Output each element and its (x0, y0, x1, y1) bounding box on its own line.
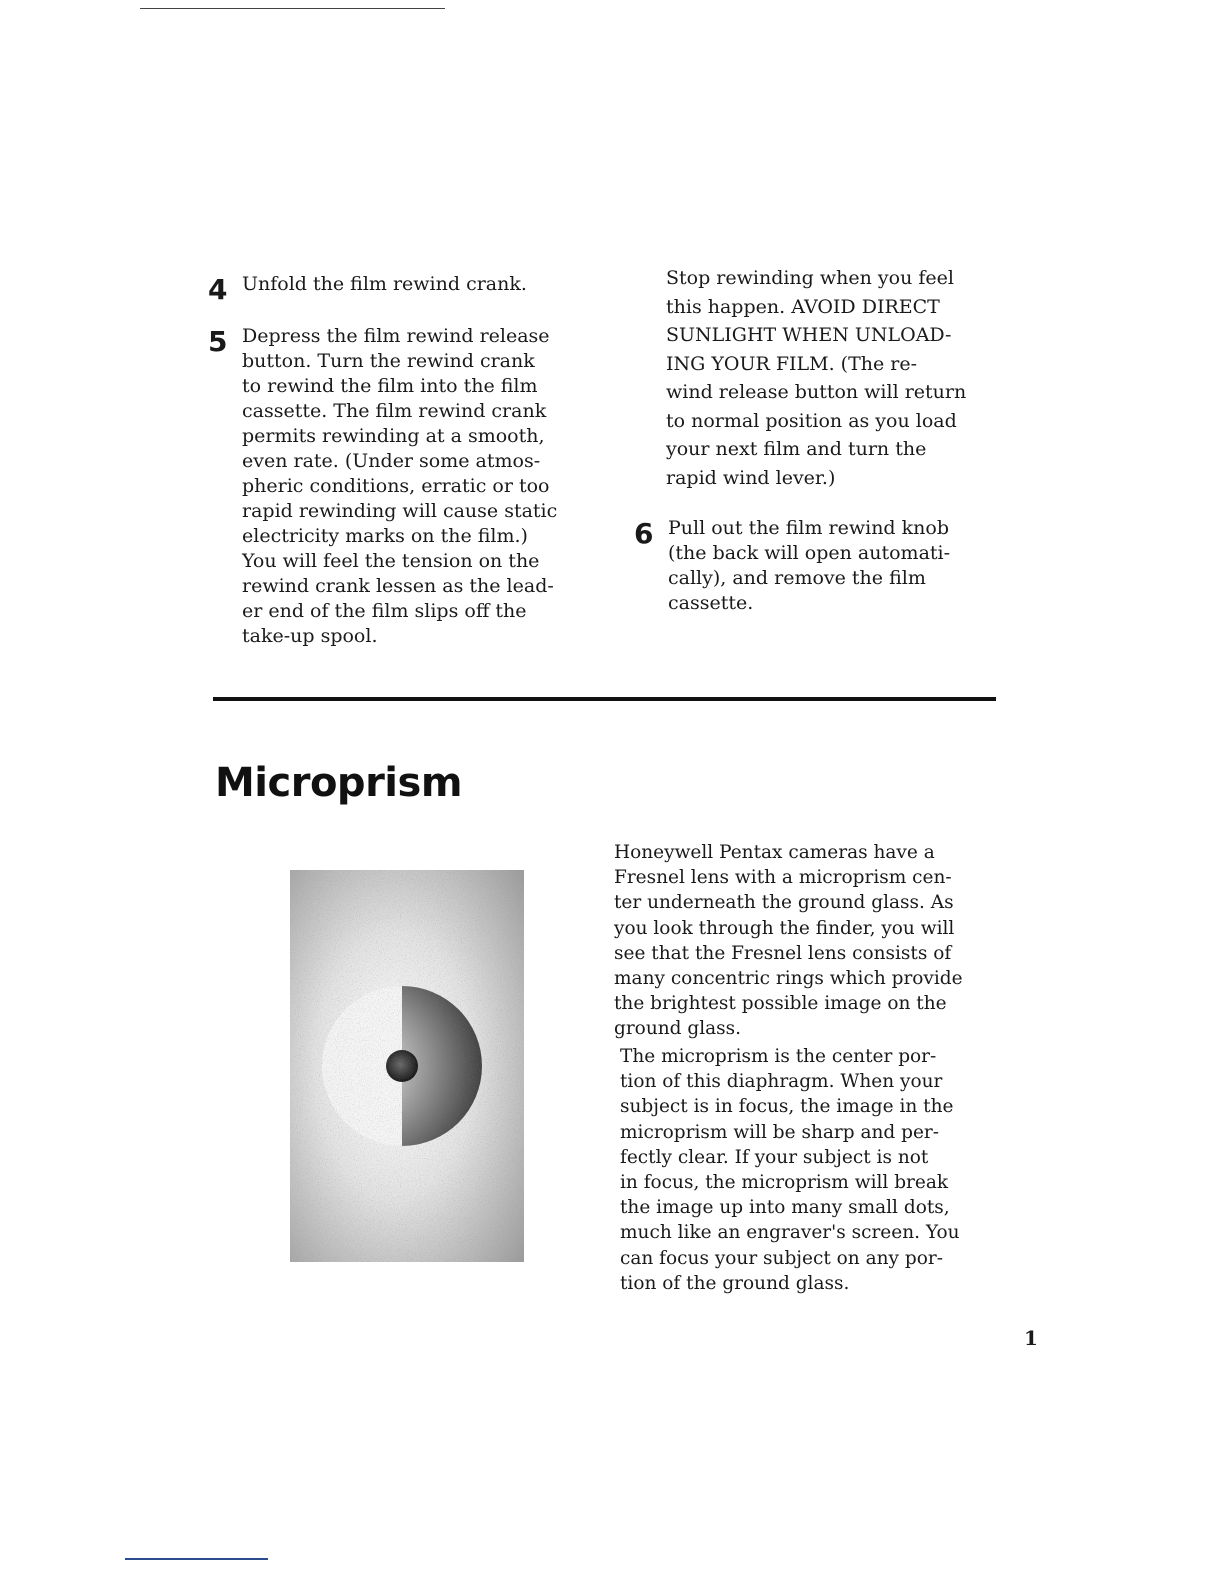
section-divider (213, 697, 996, 701)
microprism-illustration (290, 870, 524, 1262)
paragraph-2: The microprism is the center por- tion of this diaphragm. When your subject is in focus, the image in the microprism will be sharp and per- fectly clear. If your subject is not in focus, the microprism will break the image up into many small dots, much like an engraver's screen. You can focus your subject on any por- tion of the ground glass. (620, 1046, 960, 1294)
page-number: 1 (1024, 1326, 1038, 1350)
paragraph-1: Honeywell Pentax cameras have a Fresnel lens with a microprism cen- ter underneath the ground glass. As you look through the finder, you will see that the Fresnel lens consists of many concentric rings which provide the brightest possible image on the ground glass. (614, 842, 963, 1040)
step-text: Depress the film rewind release button. Turn the rewind crank to rewind the film into the film cassette. The film rewind crank permits rewinding at a smooth, even rate. (Under some atmos- pheric conditions, erratic or too rapid rewinding will cause static electricity marks on the film.) You will feel the tension on the rewind crank lessen as the lead- er end of the film slips off the take-up spool. (242, 325, 558, 647)
step-text: Pull out the film rewind knob (the back will open automati- cally), and remove the film cassette. (668, 517, 951, 614)
step-number: 6 (634, 517, 654, 550)
step-number: 5 (208, 325, 228, 358)
top-rule (140, 8, 445, 9)
step-number: 4 (208, 273, 228, 306)
step-5-continuation: Stop rewinding when you feel this happen. AVOID DIRECT SUNLIGHT WHEN UNLOAD- ING YOUR FILM. (The re- wind release button will return to normal position as you load your next film and turn the rapid wind lever.) (666, 267, 967, 489)
footer-rule (125, 1558, 268, 1560)
step-text: Unfold the film rewind crank. (242, 273, 527, 295)
section-title: Microprism (215, 760, 462, 806)
